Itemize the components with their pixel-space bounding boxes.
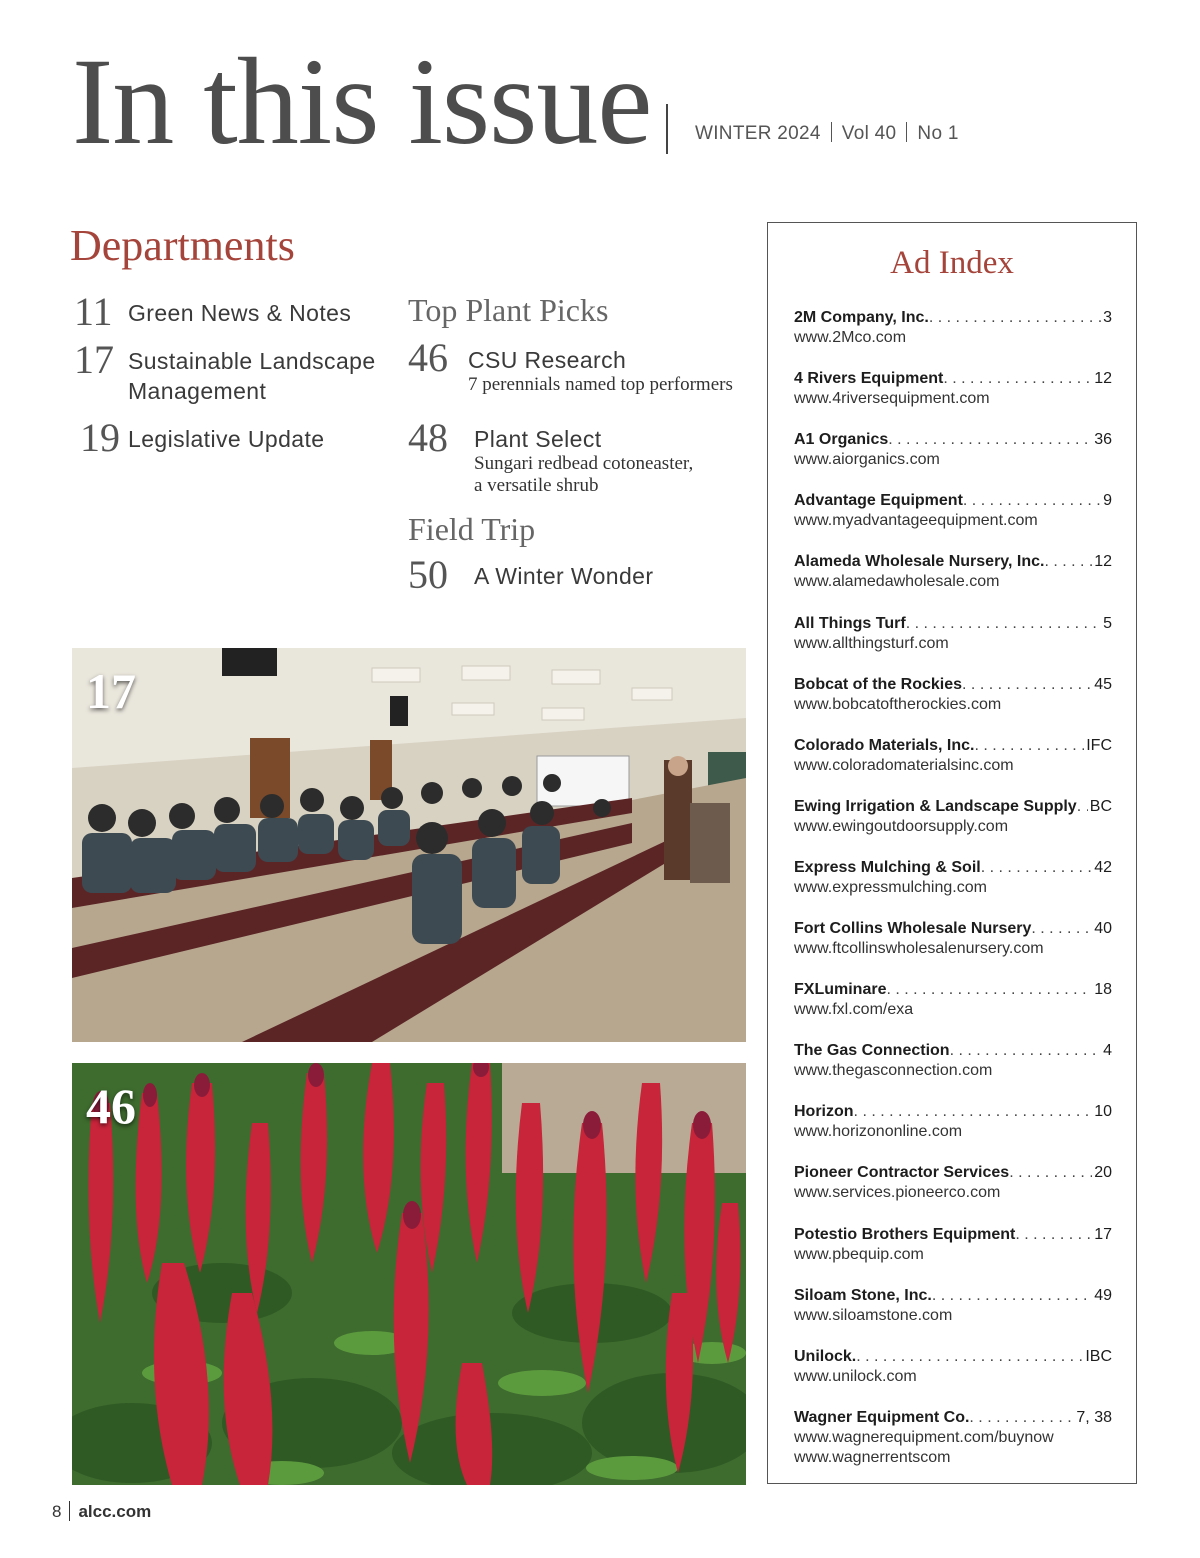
advertiser-name: Ewing Irrigation & Landscape Supply [794,797,1077,815]
toc-link-csu-research[interactable] [468,345,626,375]
ad-entry-line [794,918,1112,939]
ad-entry-line [794,551,1112,572]
advertiser-url[interactable]: www.thegasconnection.com [794,1062,993,1080]
advertiser-page: 18 [1094,981,1112,999]
advertiser-page: 40 [1094,920,1112,937]
ad-entry-line [794,307,1112,328]
ad-entry [794,674,1112,715]
photo-page-label: 17 [86,663,136,719]
advertiser-page: 10 [1094,1103,1112,1121]
toc-title: Plant Select [474,426,602,452]
issue-number: No 1 [917,123,959,144]
advertiser-name: Express Mulching & Soil [794,858,981,876]
toc-link-plant-select[interactable] [474,424,602,454]
lupine-flowers-photo [72,1063,746,1485]
ad-entry-line [794,796,1112,817]
advertiser-url[interactable]: www.ftcollinswholesalenursery.com [794,940,1044,957]
ad-entry [794,1285,1112,1326]
dot-leader [888,429,1092,450]
toc-page-number: 46 [408,335,448,380]
dot-leader [969,1407,1074,1428]
dot-leader [1009,1162,1092,1183]
toc-subtitle-line1: Sungari redbead cotoneaster, [474,453,694,474]
advertiser-page: IFC [1086,736,1112,754]
advertiser-url[interactable]: www.myadvantageequipment.com [794,512,1038,530]
advertiser-page: 12 [1094,370,1112,388]
toc-link-legislative-update[interactable] [128,424,324,454]
advertiser-url[interactable]: www.wagnerequipment.com/buynow [794,1428,1054,1446]
dot-leader [963,490,1101,511]
issue-volume: Vol 40 [841,123,897,144]
advertiser-url[interactable]: www.pbequip.com [794,1245,924,1263]
advertiser-url[interactable]: www.services.pioneerco.com [794,1184,1001,1202]
advertiser-url[interactable]: www.4riversequipment.com [794,390,990,408]
toc-title: Sustainable Landscape [128,348,376,374]
dot-leader [854,1101,1093,1122]
toc-subtitle-line2: a versatile shrub [474,475,599,496]
ad-entry [794,551,1112,592]
advertiser-name: Wagner Equipment Co. [794,1408,970,1426]
toc-link-green-news[interactable] [128,298,351,328]
ad-entry [794,1101,1112,1142]
toc-subtitle: 7 perennials named top performers [468,374,733,395]
ad-entry-line [794,1162,1112,1183]
toc-page-number: 11 [74,289,113,334]
advertiser-page: 5 [1103,614,1112,632]
advertiser-name: Advantage Equipment [794,492,963,510]
ad-entry-line [794,1101,1112,1122]
ad-entry [794,1040,1112,1081]
advertiser-name: 4 Rivers Equipment [794,370,944,388]
advertiser-name: Colorado Materials, Inc. [794,736,975,754]
toc-link-sustainable-landscape[interactable] [128,346,376,406]
ad-entry [794,857,1112,898]
ad-entry [794,1162,1112,1203]
dot-leader [1044,551,1092,572]
ad-entry [794,1346,1112,1387]
toc-title: Green News & Notes [128,300,352,326]
advertiser-page: 12 [1094,553,1112,571]
advertiser-name: FXLuminare [794,981,887,999]
advertiser-name: The Gas Connection [794,1042,950,1060]
advertiser-url[interactable]: www.ewingoutdoorsupply.com [794,817,1009,835]
advertiser-page: 9 [1103,492,1112,510]
advertiser-page: 42 [1094,858,1112,876]
field-trip-heading: Field Trip [408,511,536,547]
classroom-illustration [72,648,746,1042]
advertiser-name: Alameda Wholesale Nursery, Inc. [794,553,1045,571]
advertiser-url[interactable]: www.wagnerrentscom [794,1448,951,1466]
toc-page-number: 50 [408,552,448,597]
ad-entry [794,429,1112,470]
issue-season: WINTER 2024 [695,123,821,144]
advertiser-url[interactable]: www.aiorganics.com [794,451,940,469]
dot-leader [1077,796,1088,817]
advertiser-page: 3 [1103,309,1112,326]
footer-site-link[interactable]: alcc.com [78,1502,152,1521]
ad-entry [794,979,1112,1020]
classroom-photo [72,648,746,1042]
toc-link-winter-wonder[interactable] [474,561,653,591]
advertiser-name: Pioneer Contractor Services [794,1164,1010,1182]
departments-heading: Departments [70,221,295,270]
advertiser-page: 17 [1094,1225,1112,1243]
ad-entry-line [794,1346,1112,1367]
dot-leader [932,1285,1092,1306]
advertiser-page: 49 [1094,1286,1112,1304]
masthead-divider [666,104,668,154]
advertiser-name: Bobcat of the Rockies [794,675,963,693]
dot-leader [962,674,1092,695]
advertiser-page: IBC [1085,1347,1112,1365]
dot-leader [906,613,1101,634]
toc-page-number: 17 [74,337,114,382]
lupine-illustration [72,1063,746,1485]
page-number: 8 [52,1502,62,1521]
advertiser-page: BC [1089,797,1112,815]
ad-entry [794,368,1112,409]
ad-entry-line [794,735,1112,756]
advertiser-url[interactable]: www.fxl.com/exa [794,1001,914,1019]
photo-page-label: 46 [86,1078,136,1134]
ad-entry-line [794,1224,1112,1245]
advertiser-url[interactable]: www.alamedawholesale.com [794,573,1000,591]
footer [52,1501,151,1522]
toc-title: CSU Research [468,347,627,373]
advertiser-name: Fort Collins Wholesale Nursery [794,920,1032,937]
advertiser-url[interactable]: www.allthingsturf.com [794,634,949,652]
advertiser-name: Potestio Brothers Equipment [794,1225,1016,1243]
toc-title: A Winter Wonder [474,563,654,589]
ad-entry-line [794,674,1112,695]
advertiser-name: Siloam Stone, Inc. [794,1286,932,1304]
ad-entry [794,307,1112,348]
advertiser-url[interactable]: www.unilock.com [794,1367,917,1385]
advertiser-name: Unilock. [794,1347,857,1365]
dot-leader [943,368,1092,389]
masthead-title: In this issue [72,33,652,170]
dot-leader [1015,1224,1092,1245]
dot-leader [886,979,1092,1000]
ad-entry-line [794,1285,1112,1306]
ad-index-title: Ad Index [890,245,1014,281]
advertiser-page: 20 [1094,1164,1112,1182]
toc-subtitle [474,453,693,497]
ad-entry [794,1224,1112,1265]
top-plant-picks-heading: Top Plant Picks [408,292,609,328]
dot-leader [981,857,1093,878]
advertiser-url[interactable]: www.siloamstone.com [794,1306,953,1324]
toc-page-number: 48 [408,415,448,460]
toc-title: Legislative Update [128,426,325,452]
advertiser-url[interactable]: www.horizononline.com [794,1123,963,1141]
ad-entry-line [794,613,1112,634]
ad-entry-line [794,857,1112,878]
dot-leader [1031,918,1092,939]
advertiser-name: 2M Company, Inc. [794,309,929,326]
advertiser-url[interactable]: www.2Mco.com [794,329,907,346]
ad-entry [794,490,1112,531]
advertiser-url[interactable]: www.coloradomaterialsinc.com [794,756,1014,774]
ad-entry-line [794,979,1112,1000]
ad-entry-line [794,1407,1112,1428]
advertiser-page: 45 [1094,675,1112,693]
advertiser-url[interactable]: www.bobcatoftherockies.com [794,695,1002,713]
dot-leader [856,1346,1083,1367]
advertiser-url[interactable]: www.expressmulching.com [794,878,987,896]
ad-entry-line [794,368,1112,389]
ad-entry [794,918,1112,959]
issue-separator [831,122,832,142]
ad-index-box [767,222,1137,1484]
advertiser-page: 4 [1103,1042,1112,1060]
dot-leader [950,1040,1102,1061]
advertiser-name: All Things Turf [794,614,906,632]
toc-title-line2: Management [128,378,267,404]
advertiser-page: 7, 38 [1076,1408,1112,1426]
ad-entry [794,613,1112,654]
footer-separator [69,1501,70,1521]
ad-entry [794,735,1112,776]
ad-entry [794,1407,1112,1468]
toc-page-number: 19 [80,415,120,460]
dot-leader [929,307,1101,328]
advertiser-name: Horizon [794,1103,854,1121]
issue-separator [906,122,907,142]
ad-entry-line [794,490,1112,511]
ad-entry [794,796,1112,837]
advertiser-name: A1 Organics [794,431,889,449]
ad-entry-line [794,1040,1112,1061]
issue-info [695,122,959,145]
dot-leader [974,735,1084,756]
ad-entry-line [794,429,1112,450]
advertiser-page: 36 [1094,431,1112,449]
